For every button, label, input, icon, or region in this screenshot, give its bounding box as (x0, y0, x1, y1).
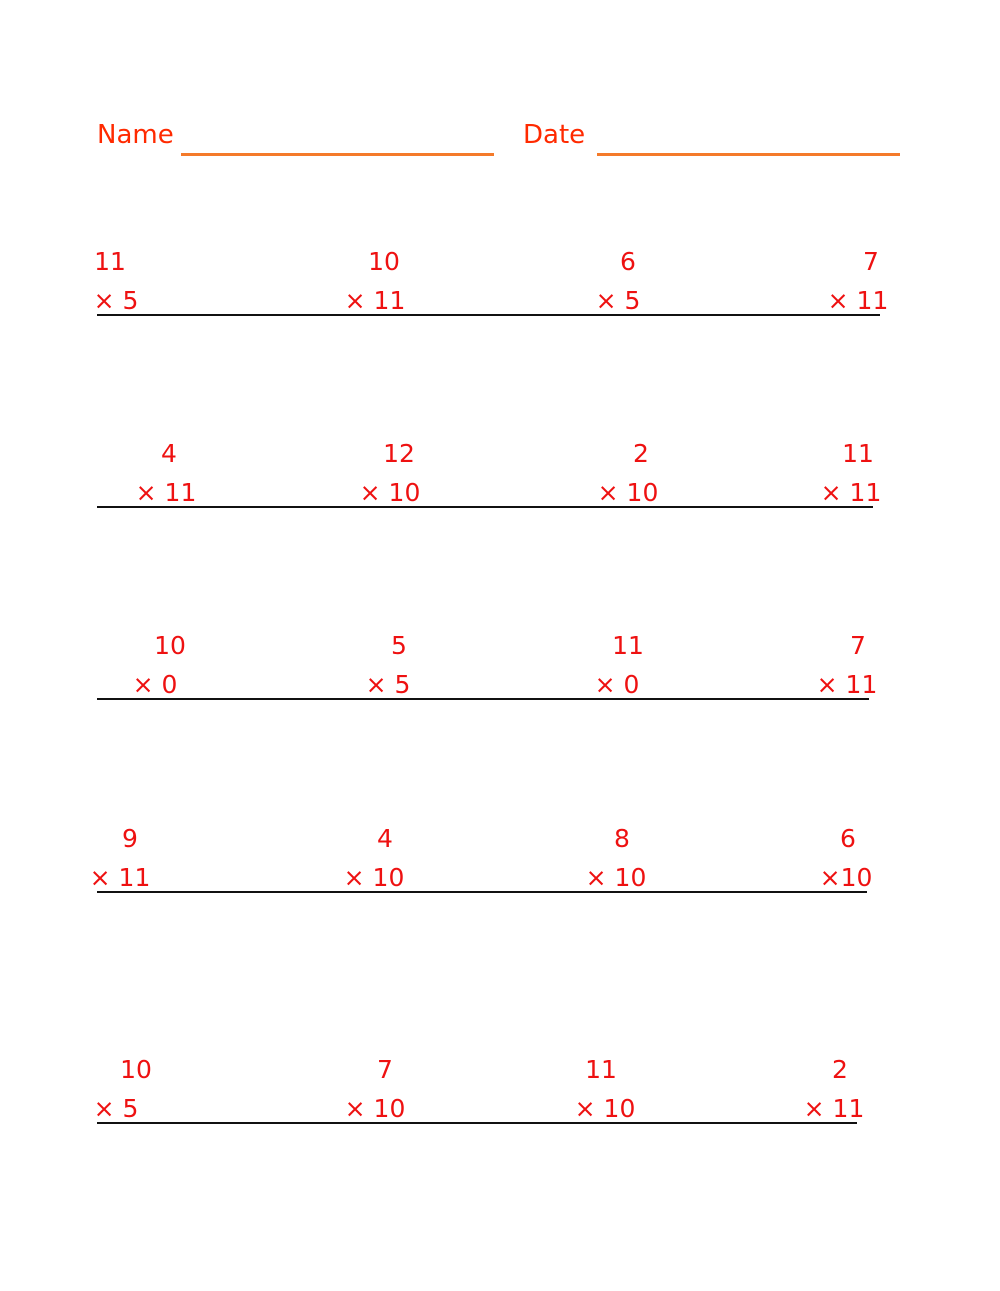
multiplier: × 11 (827, 286, 889, 315)
name-blank[interactable] (181, 153, 494, 156)
multiplier: × 5 (93, 1094, 139, 1123)
multiplier: × 0 (132, 670, 178, 699)
top-number: 7 (377, 1055, 393, 1084)
multiplier: ×10 (819, 863, 873, 892)
multiplier: × 11 (820, 478, 882, 507)
answer-line (97, 891, 867, 893)
top-number: 8 (614, 824, 630, 853)
multiplier: × 10 (585, 863, 647, 892)
top-number: 6 (620, 247, 636, 276)
name-label: Name (97, 120, 174, 150)
top-number: 2 (633, 439, 649, 468)
top-number: 4 (161, 439, 177, 468)
multiplier: × 10 (343, 863, 405, 892)
top-number: 10 (368, 247, 400, 276)
top-number: 10 (154, 631, 186, 660)
multiplier: × 11 (89, 863, 151, 892)
top-number: 6 (840, 824, 856, 853)
top-number: 2 (832, 1055, 848, 1084)
top-number: 11 (94, 247, 126, 276)
answer-line (97, 314, 880, 316)
top-number: 11 (842, 439, 874, 468)
multiplier: × 5 (93, 286, 139, 315)
multiplier: × 0 (594, 670, 640, 699)
multiplier: × 11 (816, 670, 878, 699)
multiplier: × 5 (365, 670, 411, 699)
top-number: 12 (383, 439, 415, 468)
multiplier: × 5 (595, 286, 641, 315)
multiplier: × 10 (597, 478, 659, 507)
answer-line (97, 506, 873, 508)
top-number: 5 (391, 631, 407, 660)
multiplier: × 10 (344, 1094, 406, 1123)
multiplier: × 10 (359, 478, 421, 507)
multiplier: × 11 (135, 478, 197, 507)
top-number: 4 (377, 824, 393, 853)
top-number: 10 (120, 1055, 152, 1084)
multiplier: × 10 (574, 1094, 636, 1123)
multiplier: × 11 (344, 286, 406, 315)
multiplier: × 11 (803, 1094, 865, 1123)
top-number: 11 (612, 631, 644, 660)
top-number: 7 (863, 247, 879, 276)
answer-line (97, 698, 869, 700)
top-number: 7 (850, 631, 866, 660)
answer-line (97, 1122, 857, 1124)
top-number: 9 (122, 824, 138, 853)
top-number: 11 (585, 1055, 617, 1084)
date-label: Date (523, 120, 586, 150)
date-blank[interactable] (597, 153, 900, 156)
